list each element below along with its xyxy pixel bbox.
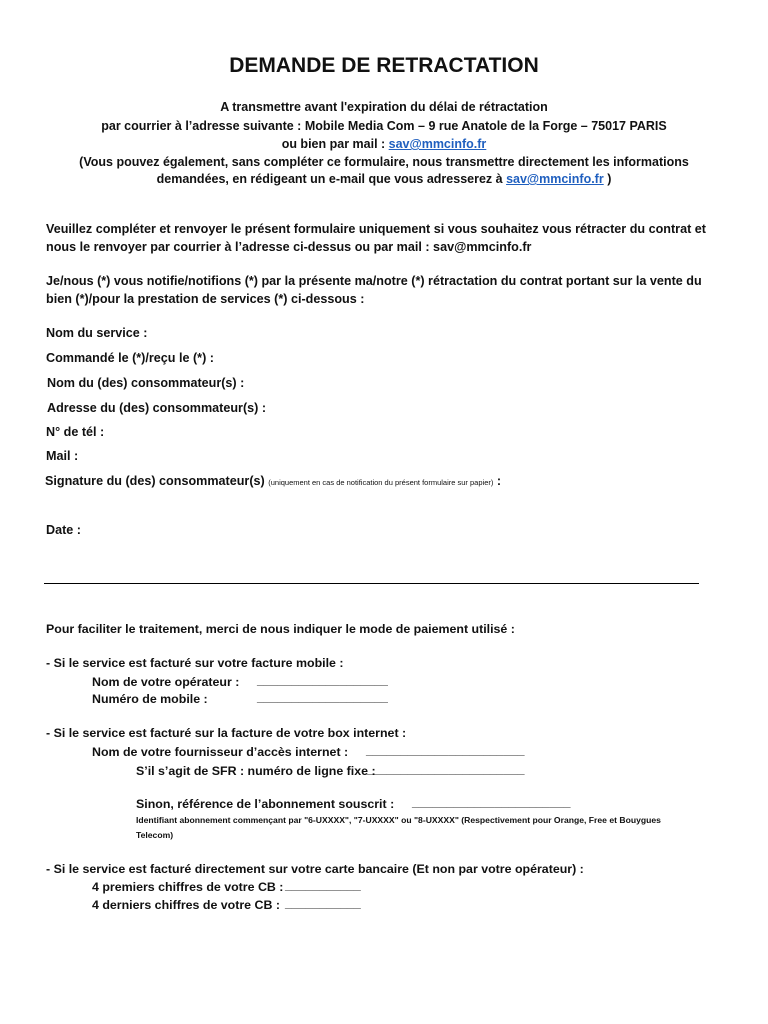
- subscription-label: Sinon, référence de l’abonnement souscrit :: [136, 797, 395, 811]
- field-phone: N° de tél :: [46, 425, 105, 439]
- separator-line: [44, 583, 699, 584]
- mobile-number-blank[interactable]: ___________________: [257, 690, 388, 704]
- sfr-blank[interactable]: _______________________: [366, 762, 525, 776]
- header-line-address: par courrier à l’adresse suivante : Mobile Media Com – 9 rue Anatole de la Forge – 75017 PARIS: [101, 119, 667, 133]
- card-last-label: 4 derniers chiffres de votre CB :: [92, 898, 280, 912]
- provider-blank[interactable]: _______________________: [366, 743, 525, 757]
- card-first-label: 4 premiers chiffres de votre CB :: [92, 880, 284, 894]
- field-service: Nom du service :: [46, 326, 148, 340]
- header-line-deadline: A transmettre avant l'expiration du délai de rétractation: [220, 100, 548, 114]
- card-last-blank[interactable]: ___________: [285, 896, 361, 910]
- signature-note: (uniquement en cas de notification du présent formulaire sur papier): [268, 478, 494, 487]
- subscription-note: Identifiant abonnement commençant par "6-UXXXX", "7-UXXXX" ou "8-UXXXX" (Respectivement pour Orange, Free et Bouygues Telecom): [136, 815, 661, 840]
- sfr-label: S’il s’agit de SFR : numéro de ligne fixe :: [136, 764, 376, 778]
- intro-line-1: Veuillez compléter et renvoyer le présent formulaire uniquement si vous souhaitez vous rétracter du contrat et: [46, 222, 706, 236]
- field-mail: Mail :: [46, 449, 79, 463]
- signature-colon: :: [493, 474, 502, 488]
- box-heading: - Si le service est facturé sur la facture de votre box internet :: [46, 726, 407, 740]
- field-consumer-address: Adresse du (des) consommateur(s) :: [47, 401, 267, 415]
- header-line-alt: (Vous pouvez également, sans compléter ce formulaire, nous transmettre directement les informations: [79, 155, 689, 169]
- notice-line-2: bien (*)/pour la prestation de services (*) ci-dessous :: [46, 292, 365, 306]
- field-consumer-name: Nom du (des) consommateur(s) :: [47, 376, 245, 390]
- signature-label: Signature du (des) consommateur(s): [45, 474, 265, 488]
- header-line-alt2: [0, 172, 768, 186]
- mobile-heading: - Si le service est facturé sur votre facture mobile :: [46, 656, 344, 670]
- header-alt2-suffix: ): [603, 172, 612, 186]
- mobile-number-label: Numéro de mobile :: [92, 692, 208, 706]
- email-link-2[interactable]: sav@mmcinfo.fr: [506, 172, 604, 186]
- card-first-blank[interactable]: ___________: [285, 878, 361, 892]
- intro-line-2: nous le renvoyer par courrier à l’adresse ci-dessus ou par mail : sav@mmcinfo.fr: [46, 240, 532, 254]
- header-line-mail: [0, 137, 768, 151]
- payment-intro: Pour faciliter le traitement, merci de nous indiquer le mode de paiement utilisé :: [46, 622, 515, 636]
- notice-line-1: Je/nous (*) vous notifie/notifions (*) par la présente ma/notre (*) rétractation du contrat portant sur la vente du: [46, 274, 702, 288]
- card-heading: - Si le service est facturé directement sur votre carte bancaire (Et non par votre opérateur) :: [46, 862, 584, 876]
- subscription-blank[interactable]: _______________________: [412, 795, 571, 809]
- page-title: DEMANDE DE RETRACTATION: [229, 54, 539, 77]
- header-alt2-prefix: demandées, en rédigeant un e-mail que vous adresserez à: [156, 172, 507, 186]
- field-ordered: Commandé le (*)/reçu le (*) :: [46, 351, 214, 365]
- email-link[interactable]: sav@mmcinfo.fr: [388, 137, 487, 151]
- header-mail-prefix: ou bien par mail :: [281, 137, 389, 151]
- provider-label: Nom de votre fournisseur d’accès internet :: [92, 745, 349, 759]
- field-date: Date :: [46, 523, 81, 537]
- operator-label: Nom de votre opérateur :: [92, 675, 240, 689]
- field-signature: [45, 474, 501, 488]
- operator-blank[interactable]: ___________________: [257, 673, 388, 687]
